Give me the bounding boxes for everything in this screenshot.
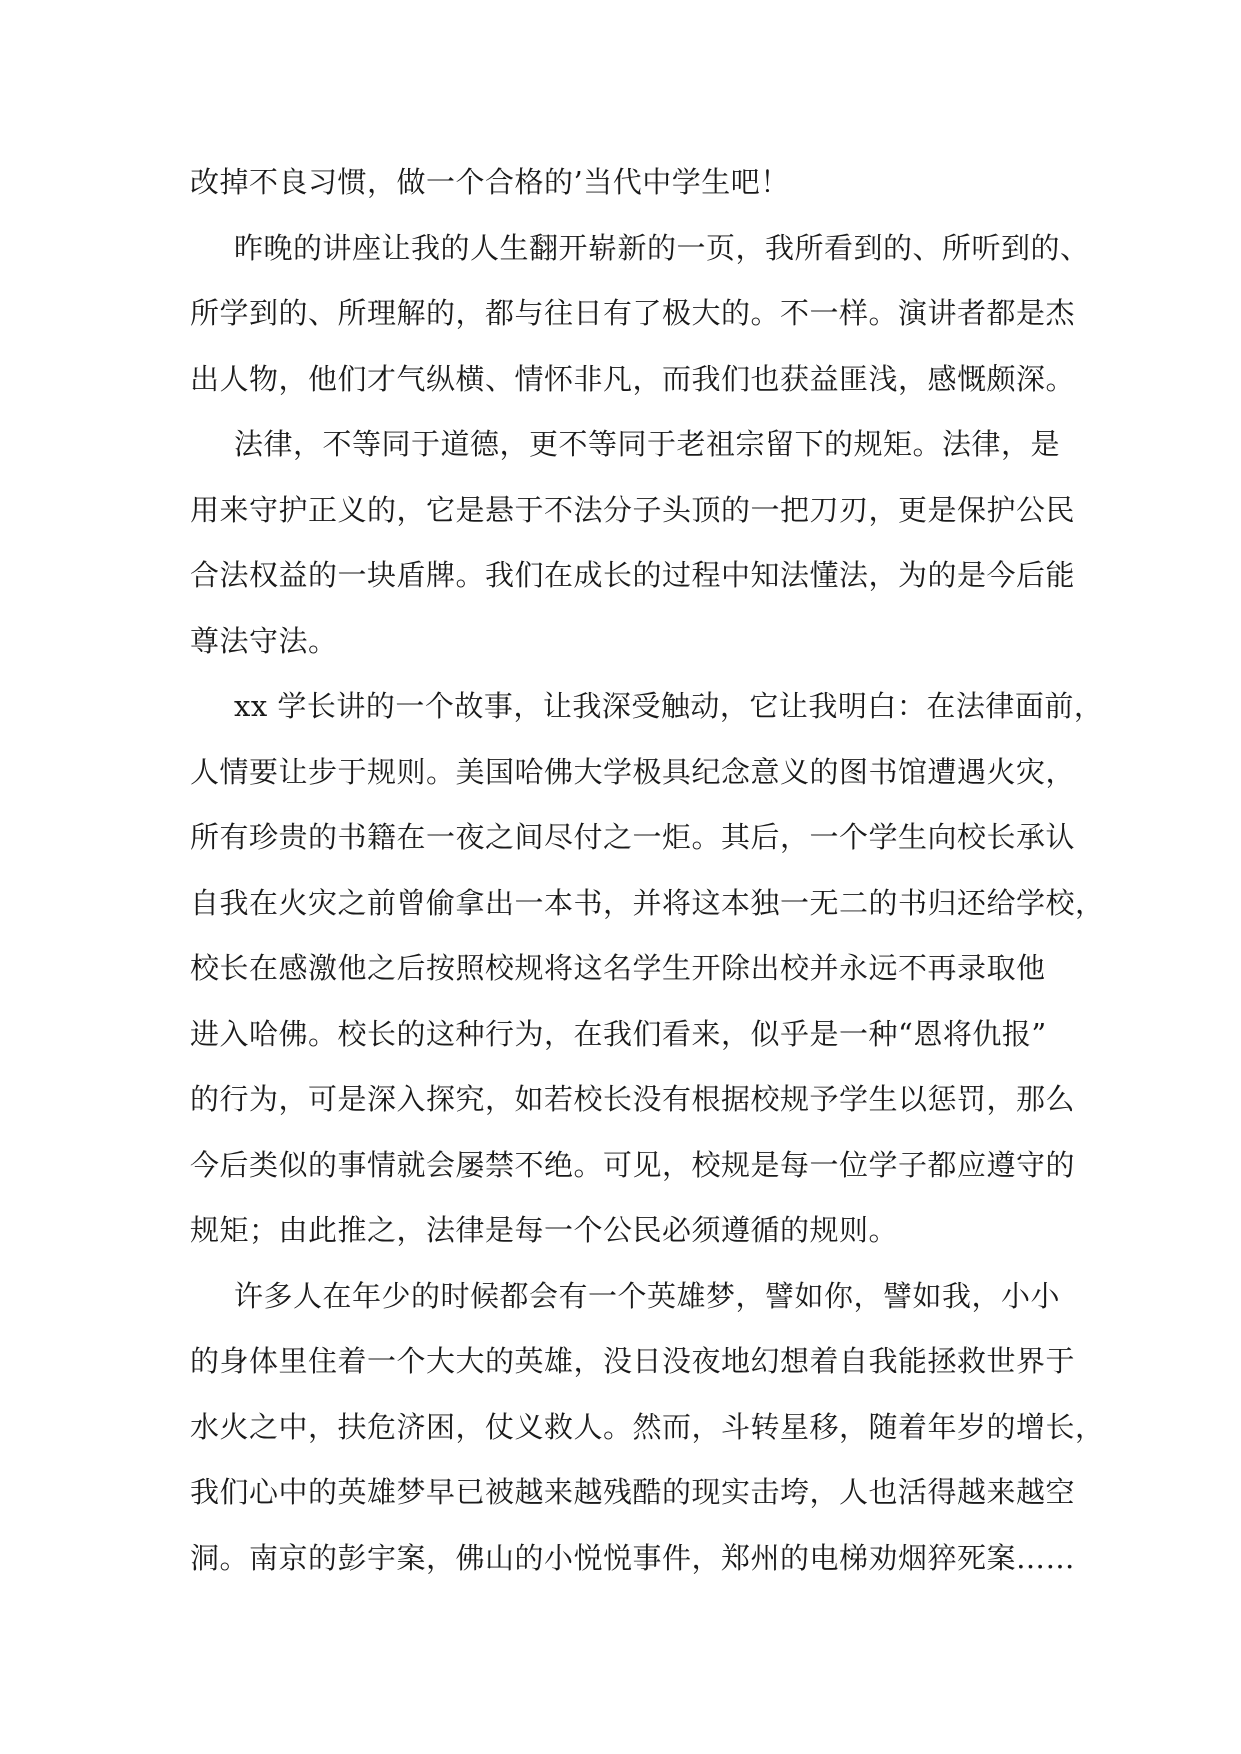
text-line: 出人物，他们才气纵横、情怀非凡，而我们也获益匪浅，感慨颇深。 xyxy=(190,361,1076,396)
text-line: 规矩；由此推之，法律是每一个公民必须遵循的规则。 xyxy=(190,1213,899,1247)
text-line: 的身体里住着一个大大的英雄，没日没夜地幻想着自我能拯救世界于 xyxy=(190,1344,1076,1378)
text-line: 今后类似的事情就会屡禁不绝。可见，校规是每一位学子都应遵守的 xyxy=(190,1147,1076,1182)
text-line: 人情要让步于规则。美国哈佛大学极具纪念意义的图书馆遭遇火灾， xyxy=(190,754,1076,789)
text-line: 所有珍贵的书籍在一夜之间尽付之一炬。其后，一个学生向校长承认 xyxy=(190,820,1076,854)
paragraph-first-line: 昨晚的讲座让我的人生翻开崭新的一页，我所看到的、所听到的、 xyxy=(234,230,1090,265)
text-line: 的行为，可是深入探究，如若校长没有根据校规予学生以惩罚，那么 xyxy=(190,1082,1076,1116)
text-line: 合法权益的一块盾牌。我们在成长的过程中知法懂法，为的是今后能 xyxy=(190,558,1076,592)
body-text xyxy=(190,150,1105,1591)
text-line: 水火之中，扶危济困，仗义救人。然而，斗转星移，随着年岁的增长， xyxy=(190,1409,1105,1444)
text-line: 校长在感激他之后按照校规将这名学生开除出校并永远不再录取他 xyxy=(190,951,1046,985)
text-line: 所学到的、所理解的，都与往日有了极大的。不一样。演讲者都是杰 xyxy=(190,296,1076,330)
text-line: 改掉不良习惯，做一个合格的’当代中学生吧！ xyxy=(190,165,790,199)
text-line: 我们心中的英雄梦早已被越来越残酷的现实击垮，人也活得越来越空 xyxy=(190,1475,1076,1509)
text-line: 洞。南京的彭宇案，佛山的小悦悦事件，郑州的电梯劝烟猝死案…… xyxy=(190,1540,1076,1575)
text-line: 用来守护正义的，它是悬于不法分子头顶的一把刀刃，更是保护公民 xyxy=(190,492,1076,527)
paragraph-first-line: 许多人在年少的时候都会有一个英雄梦，譬如你，譬如我，小小 xyxy=(234,1278,1061,1313)
text-line: 尊法守法。 xyxy=(190,623,338,658)
text-line: 进入哈佛。校长的这种行为，在我们看来，似乎是一种“恩将仇报” xyxy=(190,1016,1047,1051)
paragraph-first-line: 法律，不等同于道德，更不等同于老祖宗留下的规矩。法律，是 xyxy=(234,427,1061,461)
paragraph-first-line: xx 学长讲的一个故事，让我深受触动，它让我明白：在法律面前， xyxy=(234,689,1104,723)
text-line: 自我在火灾之前曾偷拿出一本书，并将这本独一无二的书归还给学校， xyxy=(190,885,1105,920)
